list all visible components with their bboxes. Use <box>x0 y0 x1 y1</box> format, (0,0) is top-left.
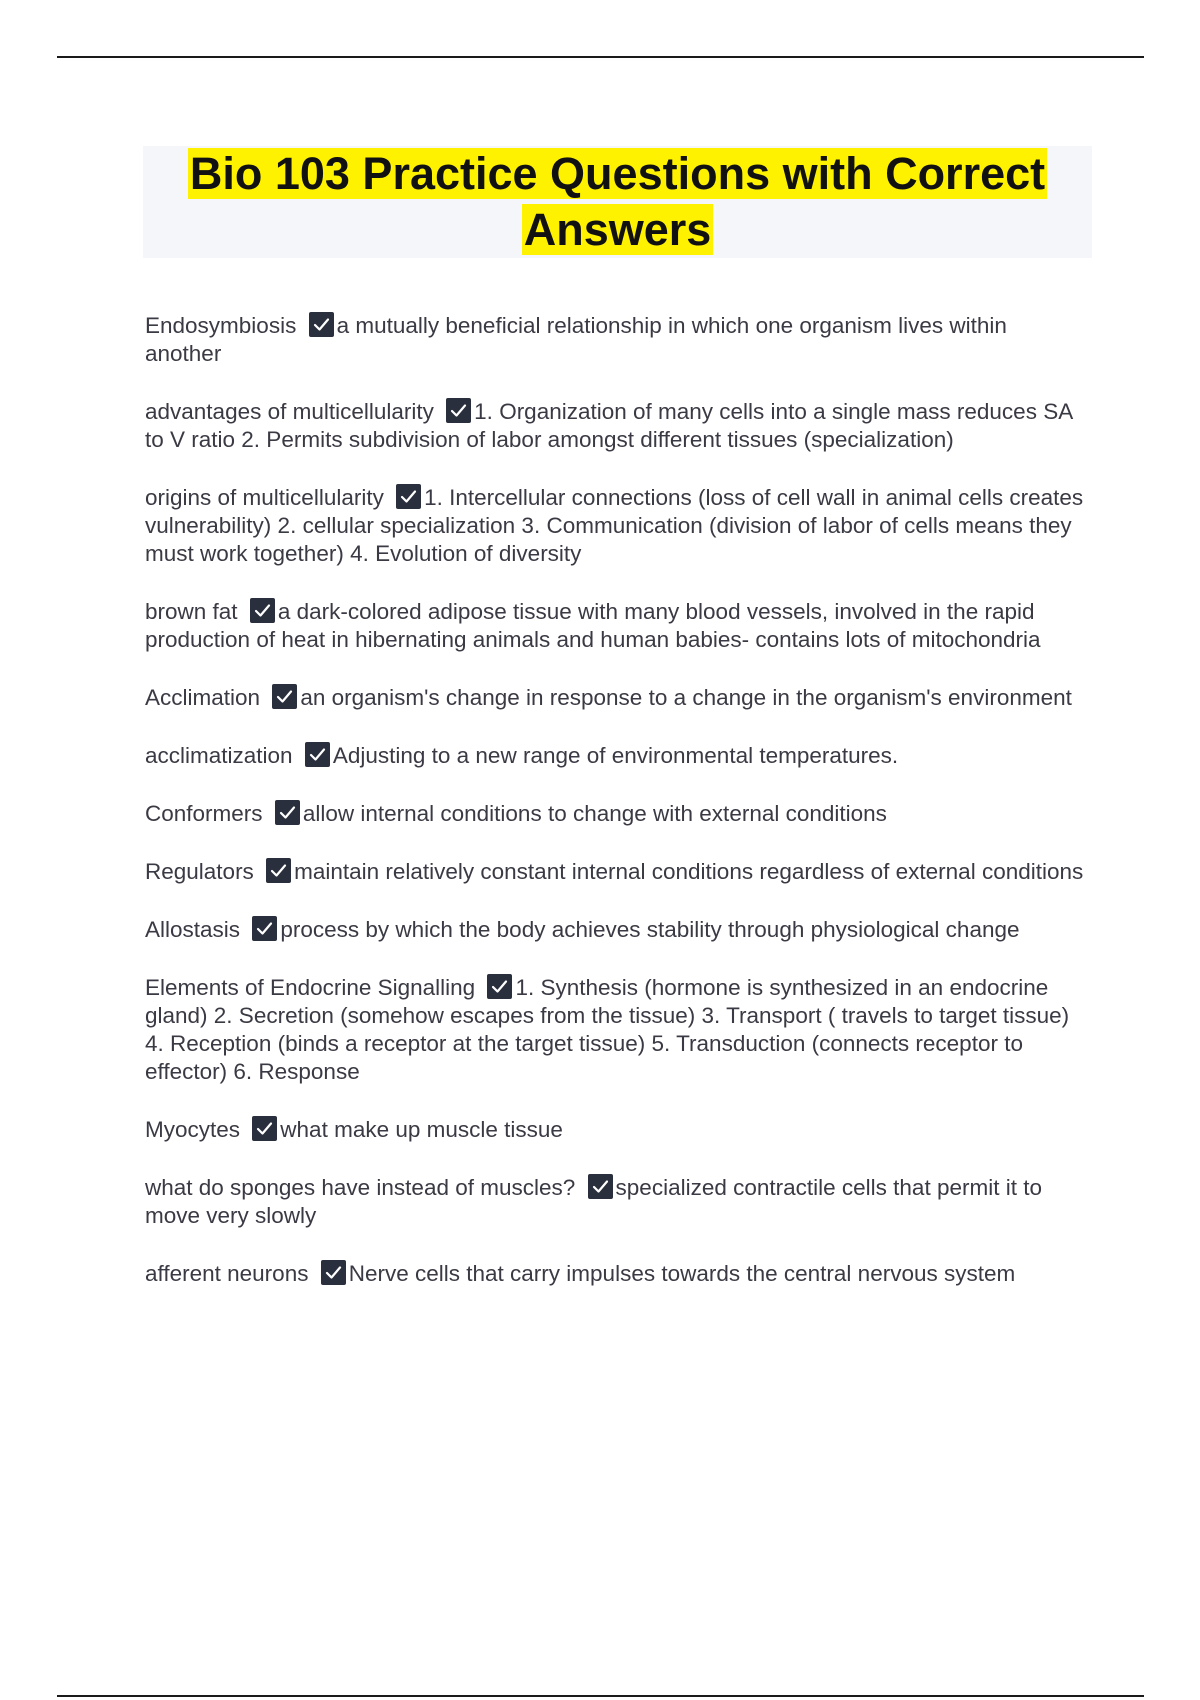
checkbox-checked-icon <box>266 858 291 883</box>
qa-definition: specialized contractile cells that permit it to move very slowly <box>145 1175 1042 1228</box>
qa-definition: an organism's change in response to a change in the organism's environment <box>300 685 1072 710</box>
checkbox-checked-icon <box>321 1260 346 1285</box>
checkbox-checked-icon <box>252 916 277 941</box>
qa-definition: Adjusting to a new range of environmental temperatures. <box>332 743 899 768</box>
page-title-text: Bio 103 Practice Questions with Correct Answers <box>189 148 1046 255</box>
qa-item <box>145 1174 1087 1230</box>
top-rule <box>57 56 1144 58</box>
qa-item <box>145 684 1087 712</box>
qa-term: advantages of multicellularity <box>145 399 434 424</box>
qa-definition: 1. Organization of many cells into a single mass reduces SA to V ratio 2. Permits subdivision of labor amongst different tissues (specialization) <box>145 399 1072 452</box>
qa-definition: process by which the body achieves stability through physiological change <box>280 917 1020 942</box>
qa-item <box>145 312 1087 368</box>
checkbox-checked-icon <box>272 684 297 709</box>
qa-definition: what make up muscle tissue <box>280 1117 563 1142</box>
qa-item <box>145 598 1087 654</box>
qa-item <box>145 398 1087 454</box>
bottom-rule <box>57 1695 1144 1697</box>
qa-term: Myocytes <box>145 1117 241 1142</box>
checkbox-checked-icon <box>250 598 275 623</box>
qa-term: Regulators <box>145 859 254 884</box>
qa-item <box>145 484 1087 568</box>
checkbox-checked-icon <box>305 742 330 767</box>
qa-definition: a dark-colored adipose tissue with many blood vessels, involved in the rapid production of heat in hibernating animals and human babies- contains lots of mitochondria <box>145 599 1041 652</box>
title-box <box>143 146 1092 258</box>
qa-item <box>145 858 1087 886</box>
qa-term: Conformers <box>145 801 263 826</box>
qa-item <box>145 742 1087 770</box>
qa-definition: 1. Intercellular connections (loss of cell wall in animal cells creates vulnerability) 2. cellular specialization 3. Communication (division of labor of cells means they must work together) 4. Evolution of diversity <box>145 485 1084 566</box>
qa-definition: Nerve cells that carry impulses towards the central nervous system <box>348 1261 1016 1286</box>
qa-item <box>145 974 1087 1086</box>
qa-term: brown fat <box>145 599 238 624</box>
qa-term: afferent neurons <box>145 1261 309 1286</box>
qa-item <box>145 916 1087 944</box>
qa-term: what do sponges have instead of muscles? <box>145 1175 576 1200</box>
qa-definition: maintain relatively constant internal conditions regardless of external conditions <box>294 859 1084 884</box>
checkbox-checked-icon <box>252 1116 277 1141</box>
qa-definition: allow internal conditions to change with external conditions <box>302 801 887 826</box>
qa-term: Allostasis <box>145 917 241 942</box>
checkbox-checked-icon <box>487 974 512 999</box>
qa-item <box>145 1116 1087 1144</box>
qa-list <box>145 312 1087 1318</box>
qa-term: acclimatization <box>145 743 293 768</box>
checkbox-checked-icon <box>309 312 334 337</box>
qa-term: Endosymbiosis <box>145 313 297 338</box>
qa-term: origins of multicellularity <box>145 485 384 510</box>
qa-term: Acclimation <box>145 685 261 710</box>
qa-item <box>145 1260 1087 1288</box>
checkbox-checked-icon <box>275 800 300 825</box>
checkbox-checked-icon <box>446 398 471 423</box>
checkbox-checked-icon <box>588 1174 613 1199</box>
qa-definition: 1. Synthesis (hormone is synthesized in an endocrine gland) 2. Secretion (somehow escapes from the tissue) 3. Transport ( travels to target tissue) 4. Reception (binds a receptor at the target tissue) 5. Transduction (connects receptor to effector) 6. Response <box>145 975 1070 1084</box>
checkbox-checked-icon <box>396 484 421 509</box>
qa-item <box>145 800 1087 828</box>
qa-term: Elements of Endocrine Signalling <box>145 975 476 1000</box>
page-title <box>143 146 1092 258</box>
qa-definition: a mutually beneficial relationship in which one organism lives within another <box>145 313 1007 366</box>
